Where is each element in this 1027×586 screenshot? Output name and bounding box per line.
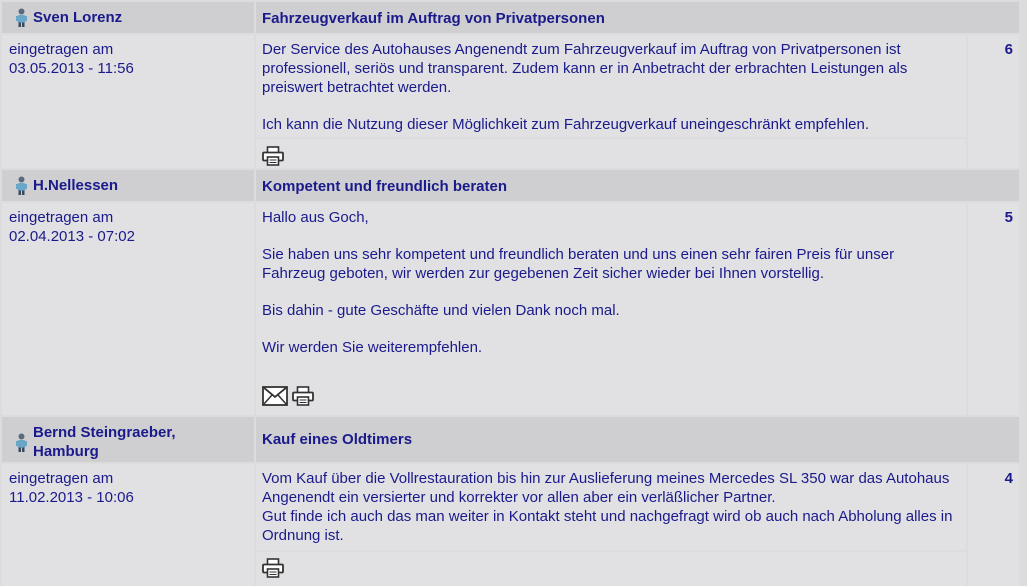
entry-actions [256,379,966,415]
entry-paragraph: Bis dahin - gute Geschäfte und vielen Dank noch mal. [262,302,620,319]
entry-date: 11.02.2013 - 10:06 [9,489,134,506]
entry-actions [256,139,966,168]
entry-paragraph: Hallo aus Goch, [262,209,369,226]
entry-actions [256,552,966,586]
entry-title: Kompetent und freundlich beraten [256,170,1019,201]
entry-date: 02.04.2013 - 07:02 [9,228,135,245]
guestbook-entry [0,417,1027,586]
entry-number: 6 [968,35,1019,168]
guestbook-entry [0,0,1027,168]
entry-author [2,2,254,33]
entry-date-cell [2,203,254,415]
entry-text [256,203,966,379]
entry-author [2,170,254,201]
print-icon[interactable] [262,558,284,582]
entry-number: 5 [968,203,1019,415]
date-label: eingetragen am [9,470,114,487]
person-icon [14,433,29,452]
entry-paragraph: Der Service des Autohauses Angenendt zum Fahrzeugverkauf im Auftrag von Privatpersonen ist professionell, seriös und transparent. Zudem kann er in Anbetracht der erbrachten Leistungen als preiswert betrachtet werden. [262,41,908,96]
author-name: H.Nellessen [33,177,119,194]
guestbook-entry [0,170,1027,415]
entry-title: Kauf eines Oldtimers [256,417,1019,462]
entry-paragraph: Sie haben uns sehr kompetent und freundlich beraten und uns einen sehr fairen Preis für unser Fahrzeug geboten, wir werden zur gegebenen Zeit sicher wieder bei Ihnen vorstellig. [262,246,895,282]
print-icon[interactable] [262,146,284,170]
person-icon [14,8,29,27]
date-label: eingetragen am [9,41,114,58]
entry-date-cell [2,464,254,586]
author-name: Sven Lorenz [33,9,123,26]
entry-text [256,35,966,137]
mail-icon[interactable] [262,386,288,410]
print-icon[interactable] [292,386,314,410]
entry-date: 03.05.2013 - 11:56 [9,60,134,77]
date-label: eingetragen am [9,209,114,226]
entry-author [2,417,254,462]
entry-paragraph: Ich kann die Nutzung dieser Möglichkeit zum Fahrzeugverkauf uneingeschränkt empfehlen. [262,116,870,133]
entry-date-cell [2,35,254,168]
author-name: Bernd Steingraeber, Hamburg [33,424,176,460]
entry-paragraph: Wir werden Sie weiterempfehlen. [262,339,483,356]
person-icon [14,176,29,195]
entry-title: Fahrzeugverkauf im Auftrag von Privatpersonen [256,2,1019,33]
entry-number: 4 [968,464,1019,586]
entry-text [256,464,966,550]
entry-paragraph: Vom Kauf über die Vollrestauration bis hin zur Auslieferung meines Mercedes SL 350 war das Autohaus Angenendt ein versierter und korrekter vor allen aber ein verläßlicher Partner. Gut finde ich auch das man weiter in Kontakt steht und nachgefragt wird ob auch nach Abholung alles in Ordnung ist. [262,470,953,544]
